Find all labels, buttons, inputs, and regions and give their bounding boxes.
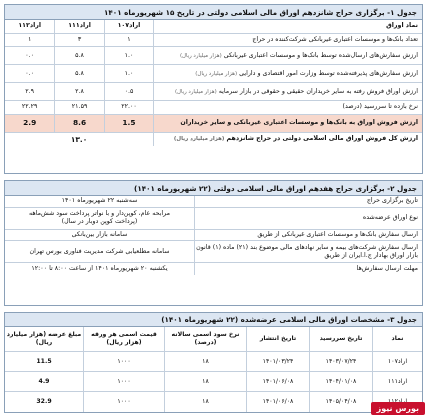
row-label: تاریخ برگزاری حراج xyxy=(194,196,422,207)
cell-value: یکشنبه ۲۰ شهریورماه ۱۴۰۱ از ساعت ۸:۰۰ تا ۱۲:۰۰ xyxy=(31,264,168,272)
table-row xyxy=(5,83,422,101)
maturity-cell: ۱۴۰۴/۰۱/۰۸ xyxy=(309,372,372,391)
cell-value: ۱.۰ xyxy=(104,65,153,82)
cell-value: ۱ xyxy=(27,35,32,43)
highlight-row xyxy=(5,115,422,133)
row-label: ارزش فروش اوراق به بانک‌ها و موسسات اعتباری غیربانکی و سایر خریداران xyxy=(153,115,422,132)
cell-value: ۲.۸ xyxy=(54,83,103,100)
unit-label: (هزار میلیارد ریال) xyxy=(174,88,217,95)
cell-value: ۰.۵ xyxy=(104,83,153,100)
auction-17-table xyxy=(4,180,423,306)
table-row xyxy=(5,34,422,48)
price-cell: ۱۰۰۰ xyxy=(83,392,164,412)
row-label: ارسال سفارش بانک‌ها و موسسات اعتباری غیربانکی از طریق xyxy=(194,230,422,241)
table-header-row xyxy=(5,20,422,34)
table-title: جدول ۲- برگزاری حراج هفدهم اوراق مالی اسلامی دولتی (۲۲ شهریورماه ۱۴۰۱) xyxy=(5,181,422,196)
row-label: نوع اوراق عرضه‌شده xyxy=(194,208,422,229)
table-row xyxy=(5,372,422,392)
row-label: تعداد بانک‌ها و موسسات اعتباری غیربانکی شرکت‌کننده در حراج xyxy=(153,34,422,47)
issue-cell: ۱۴۰۱/۰۳/۲۴ xyxy=(246,352,309,371)
table-row xyxy=(5,101,422,115)
table-row xyxy=(5,47,422,65)
header-cell: تاریخ سررسید xyxy=(309,327,372,351)
cell-value: ۳ xyxy=(54,34,103,47)
table-row xyxy=(5,263,422,275)
maturity-cell: ۱۴۰۵/۰۴/۰۸ xyxy=(309,392,372,412)
cell-value: ۲۲.۲۹ xyxy=(21,103,38,111)
cell-value: ۵.۸ xyxy=(54,65,103,82)
cell-value: ۰.۰ xyxy=(25,69,35,77)
row-label: نرخ بازده تا سررسید (درصد) xyxy=(153,101,422,114)
row-label: مهلت ارسال سفارش‌ها xyxy=(194,263,422,275)
site-logo: بورس نیوز xyxy=(371,402,425,415)
table-title: جدول ۱- برگزاری حراج شانزدهم اوراق مالی اسلامی دولتی در تاریخ ۱۵ شهریورماه ۱۴۰۱ xyxy=(5,5,422,20)
unit-label: (هزار میلیارد ریال) xyxy=(195,70,238,77)
table-title: جدول ۳- مشخصات اوراق مالی اسلامی عرضه‌شده (۲۲ شهریورماه ۱۴۰۱) xyxy=(5,313,422,327)
table-row xyxy=(5,230,422,242)
cell-value: ۱.۰ xyxy=(104,47,153,64)
cell-value: ۵.۸ xyxy=(54,47,103,64)
total-value: ۱۳.۰ xyxy=(70,134,88,144)
unit-label: (هزار میلیارد ریال) xyxy=(179,52,222,59)
header-cell: مبلغ عرضه (هزار میلیارد ریال) xyxy=(6,331,82,346)
header-cell: نماد xyxy=(372,327,422,351)
amount-cell: 32.9 xyxy=(36,398,52,406)
auction-16-table xyxy=(4,4,423,174)
issue-cell: ۱۴۰۱/۰۶/۰۸ xyxy=(246,392,309,412)
header-cell: اراد۱۱۲ xyxy=(18,22,42,30)
table-row xyxy=(5,392,422,412)
unit-label: (هزار میلیارد ریال) xyxy=(173,136,225,143)
cell-value: مرابحه عام، کوپن‌دار و با نواتر پرداخت سود شش‌ماهه (پرداخت کوپن دوبار در سال) xyxy=(29,210,170,225)
row-label: ارزش اوراق فروش رفته به سایر خریداران حقیقی و حقوقی در بازار سرمایه (هزار میلیارد ریال) xyxy=(153,83,422,100)
cell-value: ۲.۹ xyxy=(25,87,35,95)
symbol-cell: اراد۱۰۷ xyxy=(372,352,422,371)
header-cell: نرخ سود اسمی سالانه (درصد) xyxy=(164,327,246,351)
table-row xyxy=(5,65,422,83)
amount-cell: 4.9 xyxy=(38,377,50,385)
amount-cell: 11.5 xyxy=(36,357,52,365)
offered-securities-table xyxy=(4,312,423,413)
issue-cell: ۱۴۰۱/۰۶/۰۸ xyxy=(246,372,309,391)
table-row xyxy=(5,241,422,263)
table-row xyxy=(5,196,422,208)
total-row xyxy=(5,133,422,147)
price-cell: ۱۰۰۰ xyxy=(83,372,164,391)
row-label: ارزش کل فروش اوراق مالی اسلامی دولتی در حراج شانزدهم (هزار میلیارد ریال) xyxy=(153,133,422,147)
cell-value: سامانه بازار بین‌بانکی xyxy=(71,230,128,238)
cell-value: ۱ xyxy=(104,34,153,47)
row-label: ارسال سفارش شرکت‌های بیمه و سایر نهادهای مالی موضوع بند (۲۱) ماده (۱) قانون بازار اوراق بهادار ج.ا.ایران از طریق xyxy=(194,241,422,262)
header-cell: اراد۱۰۷ xyxy=(104,20,153,33)
table-row xyxy=(5,352,422,372)
price-cell: ۱۰۰۰ xyxy=(83,352,164,371)
cell-value: 8.6 xyxy=(54,115,103,132)
header-cell: تاریخ انتشار xyxy=(246,327,309,351)
row-label: ارزش سفارش‌های ارسال‌شده توسط بانک‌ها و موسسات اعتباری غیربانکی (هزار میلیارد ریال) xyxy=(153,47,422,64)
symbol-cell: اراد۱۱۱ xyxy=(372,372,422,391)
header-cell: قیمت اسمی هر ورقه (هزار ریال) xyxy=(83,327,164,351)
rate-cell: ۱۸ xyxy=(164,392,246,412)
cell-value: 1.5 xyxy=(104,115,153,132)
cell-value: ۰.۰ xyxy=(25,51,35,59)
cell-value: سامانه مطلعیابی شرکت مدیریت فناوری بورس تهران xyxy=(29,247,170,255)
rate-cell: ۱۸ xyxy=(164,372,246,391)
row-label: ارزش سفارش‌های پذیرفته‌شده توسط وزارت امور اقتصادی و دارایی (هزار میلیارد ریال) xyxy=(153,65,422,82)
maturity-cell: ۱۴۰۳/۰۷/۲۴ xyxy=(309,352,372,371)
cell-value: ۲۱.۵۹ xyxy=(54,101,103,114)
table-header-row xyxy=(5,327,422,352)
cell-value: 2.9 xyxy=(23,118,37,128)
rate-cell: ۱۸ xyxy=(164,352,246,371)
header-cell: اراد۱۱۱ xyxy=(54,20,103,33)
cell-value: سه‌شنبه ۲۲ شهریورماه ۱۴۰۱ xyxy=(61,197,138,205)
header-cell: نماد اوراق xyxy=(153,20,422,33)
table-row xyxy=(5,208,422,230)
cell-value: ۲۲.۰۰ xyxy=(104,101,153,114)
